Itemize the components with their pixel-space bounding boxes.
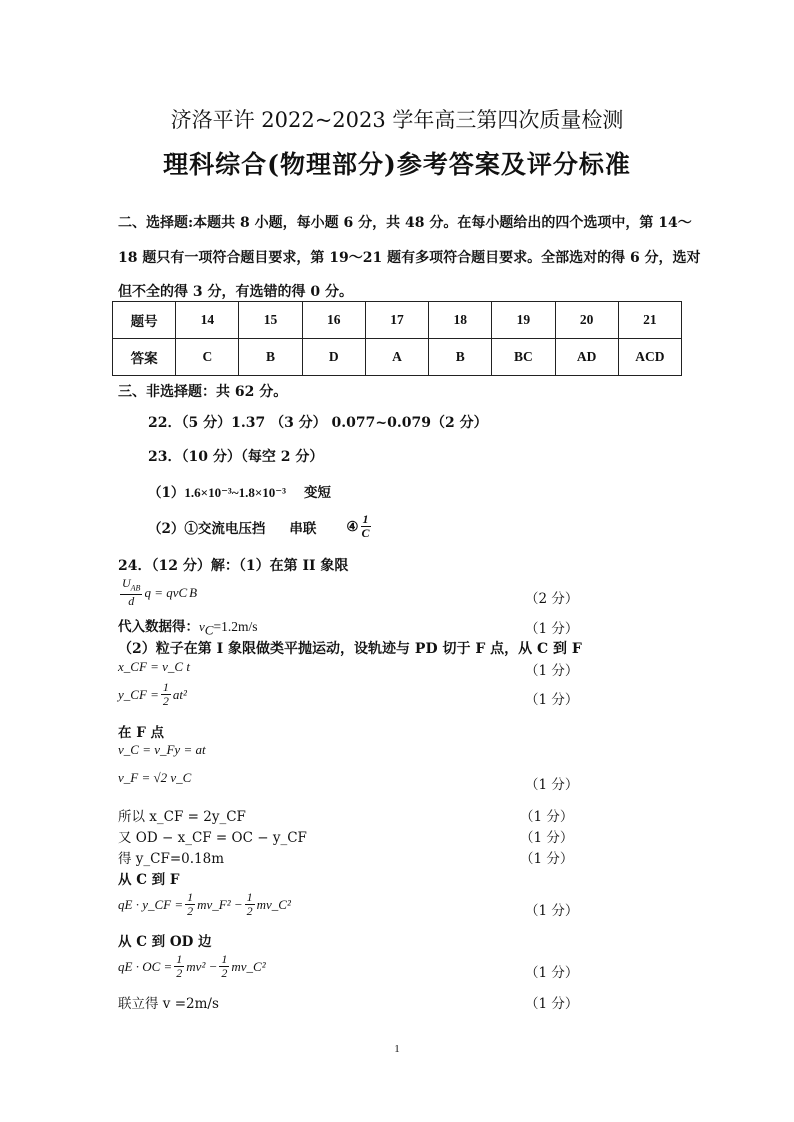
fraction-denominator: 2 — [187, 904, 194, 918]
fraction-numerator — [120, 577, 142, 595]
fraction-numerator: 1 — [176, 952, 183, 966]
page-number: 1 — [394, 1043, 400, 1055]
fraction-numerator: 1 — [187, 890, 194, 904]
q23-part2-fraction — [361, 513, 371, 540]
eq-ycf — [118, 681, 187, 708]
table-cell-answer: A — [365, 339, 428, 376]
fraction-denominator: 2 — [176, 966, 183, 980]
eq-ycf-lhs: y_CF = — [118, 686, 159, 702]
half-fraction — [161, 681, 171, 708]
section2-line2: 18 题只有一项符合题目要求，第 19～21 题有多项符合题目要求。全部选对的得 6 分，选对 — [118, 250, 701, 266]
score-label: （1 分） — [525, 903, 579, 919]
eq-vf: v_F = √2 v_C — [118, 770, 192, 785]
eq-so: 所以 x_CF = 2y_CF — [118, 809, 246, 825]
eq-energy-od — [118, 953, 266, 980]
answer-table — [112, 301, 682, 376]
table-cell-answer: AD — [555, 339, 618, 376]
table-cell-number: 14 — [176, 302, 239, 339]
table-cell-number: 16 — [302, 302, 365, 339]
energy-cf-term2: mv_C² — [256, 896, 291, 912]
score-label: （1 分） — [520, 809, 574, 825]
table-cell-answer: B — [429, 339, 492, 376]
fraction-denominator: 2 — [246, 904, 253, 918]
q23-part1 — [148, 481, 331, 501]
document-subtitle: 理科综合(物理部分)参考答案及评分标准 — [163, 150, 631, 179]
fraction-numerator: 1 — [162, 680, 169, 694]
substitution-sub: C — [204, 622, 214, 638]
fraction-numerator: 1 — [362, 512, 369, 526]
table-cell-answer: ACD — [618, 339, 681, 376]
q22-answer: 22．（5 分）1.37 （3 分） 0.077~0.079（2 分） — [148, 415, 488, 431]
from-c-to-f: 从 C 到 F — [118, 872, 180, 888]
section2-line1: 二、选择题:本题共 8 小题，每小题 6 分，共 48 分。在每小题给出的四个选项中，第 14～ — [118, 215, 692, 231]
eq-and: 又 OD − x_CF = OC − y_CF — [118, 830, 307, 846]
section3-heading: 三、非选择题：共 62 分。 — [118, 384, 288, 400]
score-label: （1 分） — [525, 965, 579, 981]
q23-part1-range: 1.6×10⁻³~1.8×10⁻³ — [184, 485, 287, 500]
energy-cf-lhs: qE · y_CF = — [118, 896, 184, 912]
eq1-body: q = qv — [144, 584, 179, 600]
eq-xcf: x_CF = v_C t — [118, 659, 190, 674]
table-cell-number: 19 — [492, 302, 555, 339]
q23-heading: 23．（10 分）（每空 2 分） — [148, 449, 324, 465]
q23-part2-mid: 串联 — [289, 520, 317, 537]
table-row-numbers — [113, 302, 682, 339]
eq1-tail: B — [189, 584, 198, 600]
fraction-numerator: 1 — [246, 890, 253, 904]
q24-heading: 24．（12 分）解：（1）在第 II 象限 — [118, 558, 349, 574]
q23-part2 — [148, 513, 373, 540]
half-fraction — [174, 953, 184, 980]
score-label: （1 分） — [520, 851, 574, 867]
table-cell-number: 15 — [239, 302, 302, 339]
score-label: （1 分） — [525, 777, 579, 793]
half-fraction — [219, 953, 229, 980]
eq1-sub: C — [178, 584, 188, 600]
fraction-denominator: 2 — [221, 966, 228, 980]
table-header-number: 题号 — [113, 302, 176, 339]
eq1-fraction — [120, 577, 142, 608]
substitution-value: =1.2m/s — [213, 619, 258, 634]
table-cell-answer: C — [176, 339, 239, 376]
score-label: （1 分） — [525, 692, 579, 708]
half-fraction — [185, 891, 195, 918]
substitution-label: 代入数据得： — [118, 619, 199, 635]
eq1-frac-num: U — [122, 576, 131, 590]
energy-cf-term1: mv_F² − — [197, 896, 243, 912]
table-cell-answer: B — [239, 339, 302, 376]
eq-result-ycf: 得 y_CF=0.18m — [118, 851, 225, 867]
eq-ycf-rhs: at² — [172, 686, 187, 702]
fraction-denominator: C — [361, 526, 370, 540]
energy-od-term2: mv_C² — [231, 958, 266, 974]
fraction-numerator: 1 — [221, 952, 228, 966]
table-cell-answer: BC — [492, 339, 555, 376]
eq1-frac-num-sub: AB — [130, 583, 141, 593]
document-title: 济洛平许 2022~2023 学年高三第四次质量检测 — [170, 108, 624, 132]
q23-part2-circle: ④ — [346, 518, 359, 535]
fraction-denominator: 2 — [162, 694, 169, 708]
eq-vc: v_C = v_Fy = at — [118, 742, 206, 757]
half-fraction — [245, 891, 255, 918]
at-point-f: 在 F 点 — [118, 725, 164, 741]
score-label: （1 分） — [525, 663, 579, 679]
q24-eq1 — [118, 577, 197, 608]
energy-od-lhs: qE · OC = — [118, 958, 173, 974]
score-label: （2 分） — [525, 591, 579, 607]
final-result: 联立得 v =2m/s — [118, 996, 219, 1012]
energy-od-term1: mv² − — [186, 958, 218, 974]
table-cell-answer: D — [302, 339, 365, 376]
q24-part2-text: （2）粒子在第 I 象限做类平抛运动，设轨迹与 PD 切于 F 点，从 C 到 F — [118, 641, 582, 657]
q23-part1-word: 变短 — [304, 485, 332, 501]
table-cell-number: 21 — [618, 302, 681, 339]
table-cell-number: 17 — [365, 302, 428, 339]
q24-substitution — [118, 615, 257, 639]
q23-part1-prefix: （1） — [148, 485, 185, 501]
table-row-answers — [113, 339, 682, 376]
substitution-var: v — [199, 619, 205, 634]
score-label: （1 分） — [520, 830, 574, 846]
table-header-answer: 答案 — [113, 339, 176, 376]
fraction-denominator: d — [128, 594, 135, 609]
table-cell-number: 20 — [555, 302, 618, 339]
table-cell-number: 18 — [429, 302, 492, 339]
score-label: （1 分） — [525, 996, 579, 1012]
score-label: （1 分） — [525, 621, 579, 637]
section2-line3: 但不全的得 3 分，有选错的得 0 分。 — [118, 284, 353, 300]
eq-energy-cf — [118, 891, 291, 918]
q23-part2-prefix: （2）①交流电压挡 — [148, 520, 266, 537]
from-c-to-od: 从 C 到 OD 边 — [118, 934, 212, 950]
